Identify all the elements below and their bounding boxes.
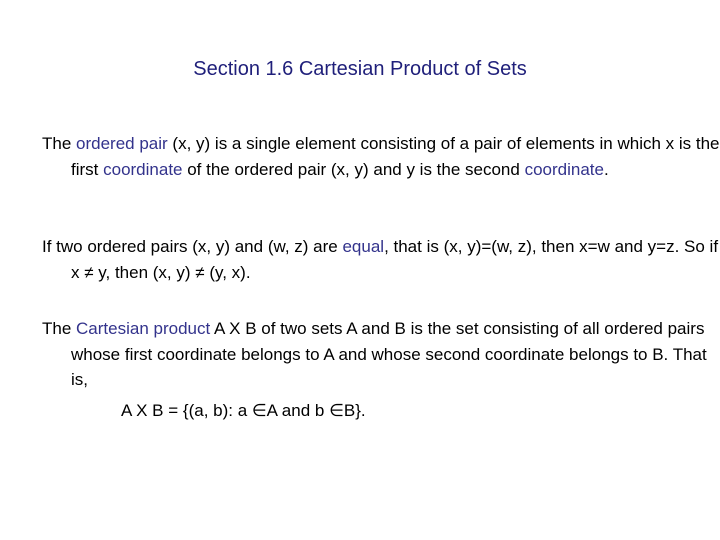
ordered-pair-definition — [42, 131, 720, 182]
term-cartesian-product: Cartesian product — [76, 319, 211, 338]
term-coordinate: coordinate — [524, 159, 604, 179]
text-segment: (x, y) is a single element consisting of a pair of elements in which x is the first — [71, 134, 720, 179]
cartesian-product-formula: A X B = {(a, b): a ∈A and b ∈B}. — [121, 401, 366, 420]
text-segment: . — [603, 159, 609, 179]
text-segment: The — [42, 134, 77, 153]
text-segment: The — [42, 319, 77, 338]
equality-paragraph — [42, 234, 720, 285]
slide-title: Section 1.6 Cartesian Product of Sets — [193, 58, 527, 80]
term-coordinate: coordinate — [103, 159, 183, 179]
text-segment: A X B of two sets A and B is the set consisting of all ordered pairs whose first coordinate belongs to A and whose second coordinate belongs to B. That is, — [71, 319, 707, 389]
cartesian-product-definition — [42, 316, 720, 393]
text-segment: If two ordered pairs (x, y) and (w, z) are — [42, 237, 343, 256]
term-equal: equal — [342, 237, 385, 256]
text-segment: , that is (x, y)=(w, z), then x=w and y=z. So if x ≠ y, then (x, y) ≠ (y, x). — [71, 237, 719, 282]
text-segment: of the ordered pair (x, y) and y is the second — [182, 159, 525, 179]
term-ordered-pair: ordered pair — [76, 134, 168, 153]
